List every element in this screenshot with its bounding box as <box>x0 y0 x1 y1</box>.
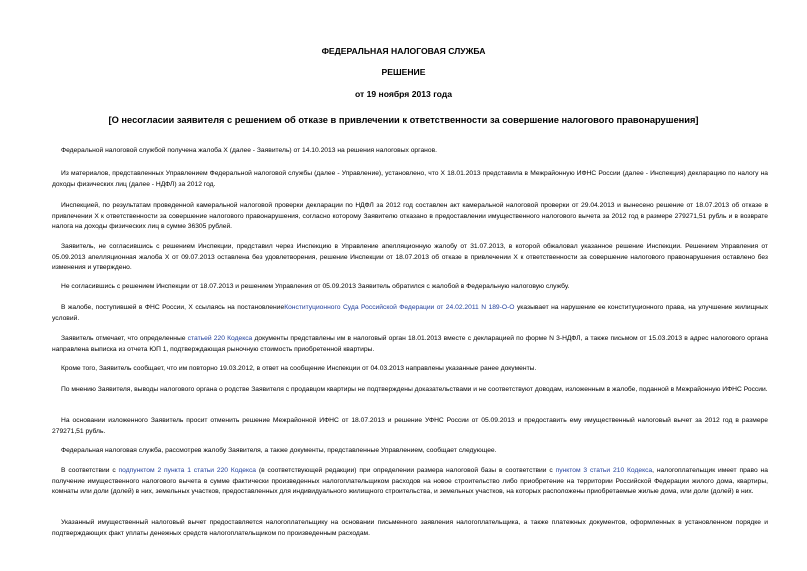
agency-title: ФЕДЕРАЛЬНАЯ НАЛОГОВАЯ СЛУЖБА <box>321 46 486 56</box>
paragraph-13: Указанный имущественный налоговый вычет предоставляется налогоплательщику на основании письменного заявления налогоплательщика, а также платежных документов, оформленных в установленном порядке и подтверждающих факт уплаты денежных средств налогоплательщиком по произведенным расходам. <box>52 519 768 537</box>
paragraph-12-text-c: , налогоплательщик имеет право на получение имущественного налогового вычета в сумме фактически произведенных налогоплательщиком расходов на новое строительство либо приобретение на территории Российской Федерации жилого дома, квартиры, комнаты или доли (долей) в них, земельных участков, предоставленных для индивидуального жилищного строительства, и земельных участков, на которых расположены приобретаемые жилые дома, или доли (долей) в них. <box>52 467 768 495</box>
paragraph-11: Федеральная налоговая служба, рассмотрев жалобу Заявителя, а также документы, представленные Управлением, сообщает следующее. <box>61 447 497 454</box>
paragraph-10: На основании изложенного Заявитель просит отменить решение Межрайонной ИФНС от 18.07.2013 и решение УФНС России от 05.09.2013 и предоставить ему имущественный налоговый вычет за 2012 год в размере 279271,51 рубль. <box>52 417 768 435</box>
paragraph-6-text-a: В жалобе, поступившей в ФНС России, Х ссылаясь на постановление <box>61 304 285 311</box>
paragraph-7 <box>52 334 768 355</box>
article-220-link[interactable]: статьей 220 Кодекса <box>187 335 253 342</box>
paragraph-1: Федеральной налоговой службой получена жалоба Х (далее - Заявитель) от 14.10.2013 на решения налоговых органов. <box>61 147 437 154</box>
paragraph-12-text-b: (в соответствующей редакции) при определении размера налоговой базы в соответствии с <box>256 467 556 474</box>
paragraph-6-text-b: указывает на нарушение ее конституционного права, на улучшение жилищных условий. <box>52 304 768 322</box>
paragraph-6 <box>52 303 768 324</box>
paragraph-7-text-a: Заявитель отмечает, что определенные <box>61 335 188 342</box>
paragraph-7-text-b: документы представлены им в налоговый орган 18.01.2013 вместе с декларацией по форме N 3-НДФЛ, а также письмом от 15.03.2013 в адрес налогового органа направлена выписка из отчета ЮП 1, подтверждающая рыночную стоимость приобретенной квартиры. <box>52 335 769 353</box>
paragraph-4: Заявитель, не согласившись с решением Инспекции, представил через Инспекцию в Управление апелляционную жалобу от 31.07.2013, в которой обжаловал указанное решение Инспекции. Решением Управления от 05.09.2013 апелляционная жалоба Х от 09.07.2013 оставлена без удовлетворения, решение Инспекции от 18.07.2013 об отказе в привлечении Х к ответственности за совершение налогового правонарушения оставлено без изменения и утверждено. <box>52 243 768 271</box>
paragraph-8: Кроме того, Заявитель сообщает, что им повторно 19.03.2012, в ответ на сообщение Инспекции от 04.03.2013 направлены указанные ранее документы. <box>61 365 537 372</box>
document-date: от 19 ноября 2013 года <box>354 89 453 99</box>
paragraph-12 <box>52 466 768 498</box>
constitutional-court-ruling-link[interactable]: Конституционного Суда Российской Федерации от 24.02.2011 N 189-О-О <box>284 304 515 311</box>
paragraph-2: Из материалов, представленных Управлением Федеральной налоговой службы (далее - Управление), установлено, что Х 18.01.2013 представила в Межрайонную ИФНС России (далее - Инспекция) декларацию по налогу на доходы физических лиц (далее - НДФЛ) за 2012 год. <box>52 170 768 188</box>
document-type: РЕШЕНИЕ <box>381 67 426 77</box>
paragraph-9: По мнению Заявителя, выводы налогового органа о родстве Заявителя с продавцом квартиры не подтверждены доказательствами и не соответствуют доводам, изложенным в жалобе, поданной в Межрайонную ИФНС России. <box>61 386 768 393</box>
document-subject: [О несогласии заявителя с решением об отказе в привлечении к ответственности за совершение налогового правонарушения] <box>108 115 699 125</box>
article-210-link[interactable]: пунктом 3 статьи 210 Кодекса <box>555 467 653 474</box>
article-220-subparagraph-link[interactable]: подпунктом 2 пункта 1 статьи 220 Кодекса <box>118 467 257 474</box>
paragraph-3: Инспекцией, по результатам проведенной камеральной налоговой проверки декларации по НДФЛ за 2012 год составлен акт камеральной налоговой проверки от 29.04.2013 и вынесено решение от 18.07.2013 об отказе в привлечении Х к ответственности за совершение налогового правонарушения, согласно которому Заявителю отказано в предоставлении имущественного налогового вычета за 2012 год в размере 279271,51 рубль и в возврате налога на доходы физических лиц в сумме 36305 рублей. <box>52 202 768 230</box>
paragraph-5: Не согласившись с решением Инспекции от 18.07.2013 и решением Управления от 05.09.2013 Заявитель обратился с жалобой в Федеральную налоговую службу. <box>61 283 570 290</box>
paragraph-12-text-a: В соответствии с <box>61 467 119 474</box>
